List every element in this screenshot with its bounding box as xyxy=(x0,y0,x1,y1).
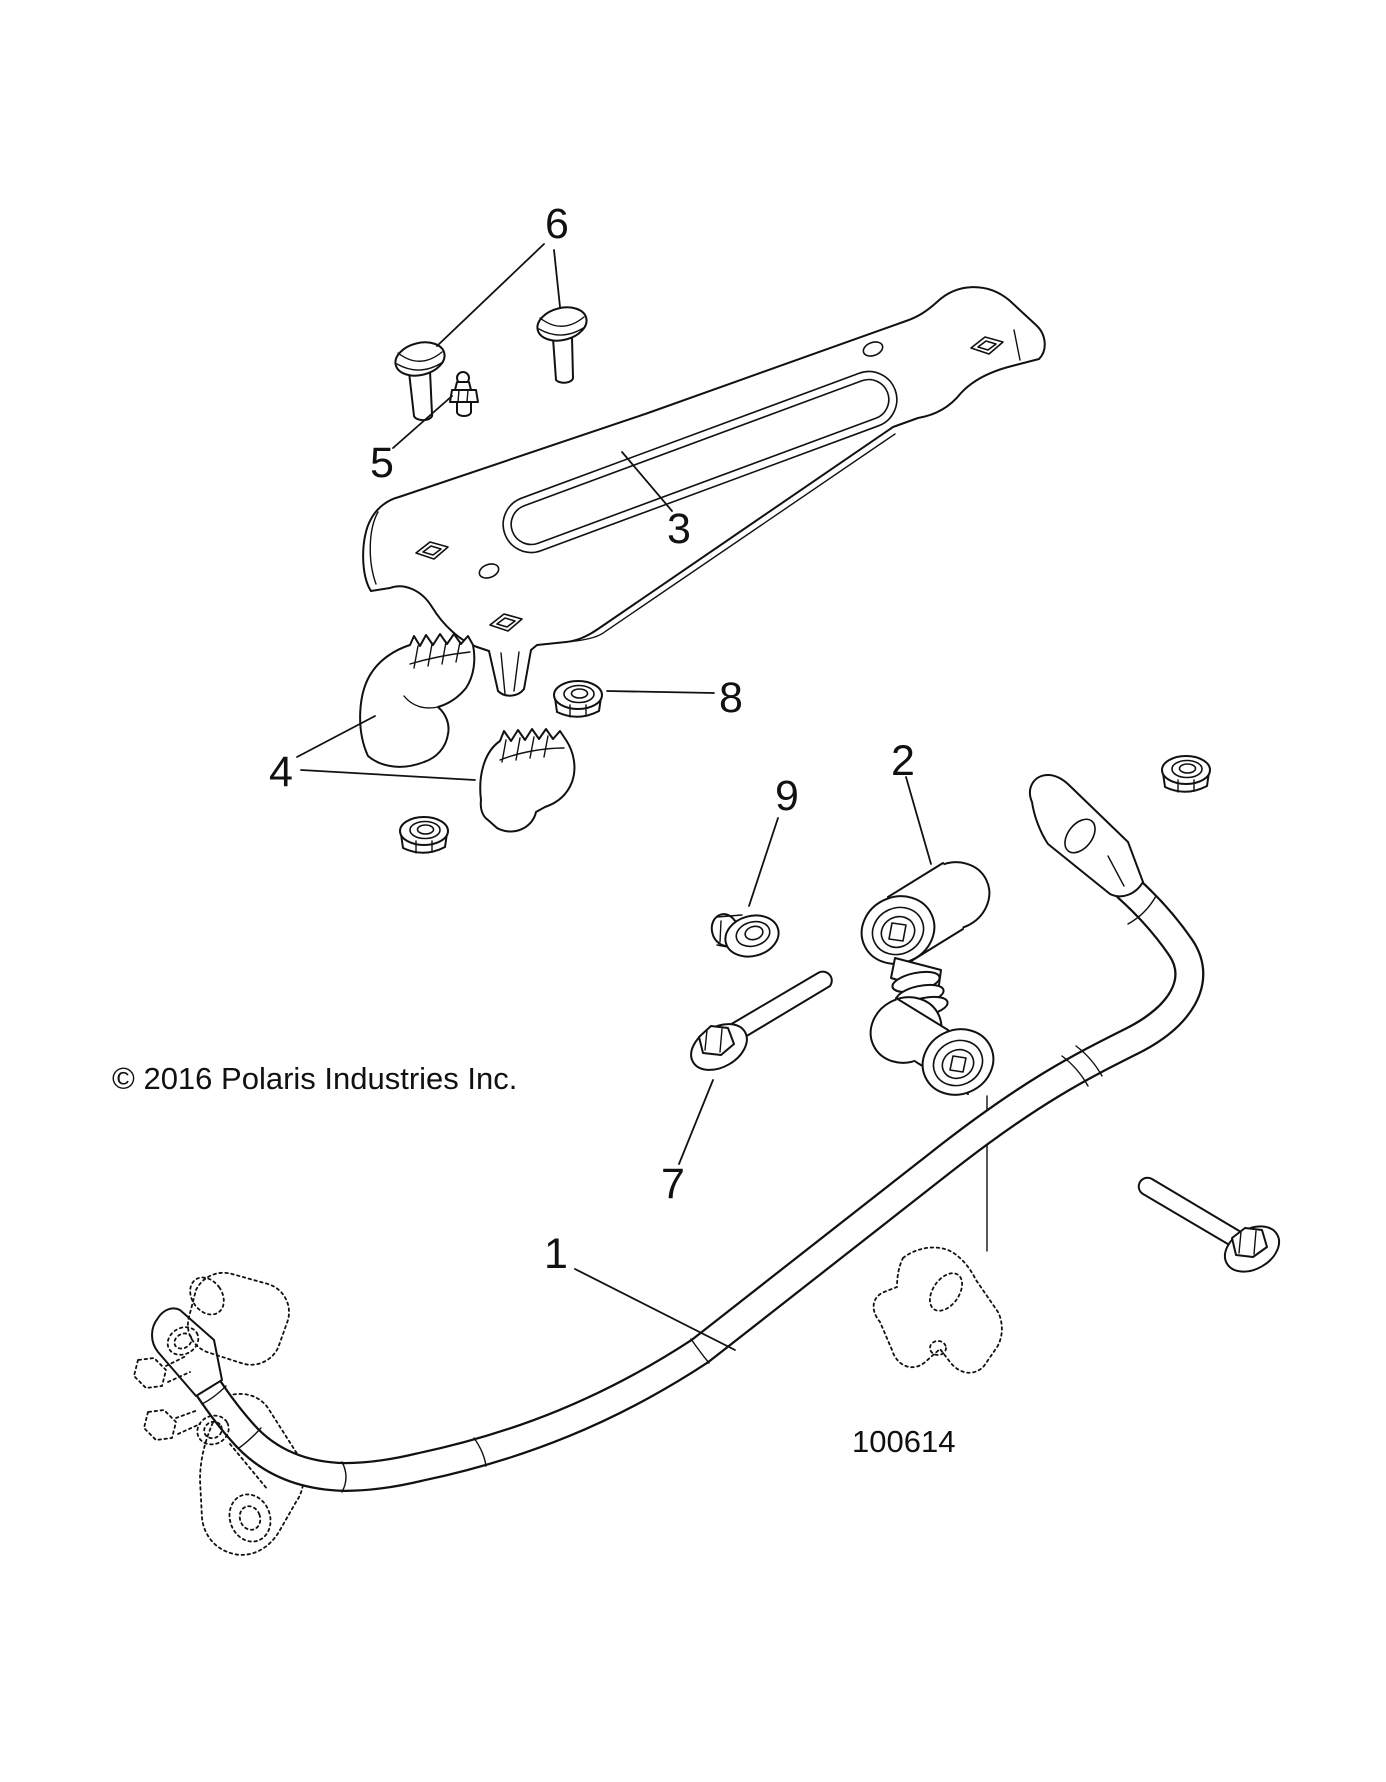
flange-nut-right xyxy=(1162,756,1210,792)
bushing-clamp-upper xyxy=(360,634,474,767)
grease-fitting xyxy=(450,372,478,416)
callout-2: 2 xyxy=(891,737,915,785)
callout-9: 9 xyxy=(775,772,799,820)
stabilizer-link xyxy=(851,850,1005,1106)
stabilizer-bar xyxy=(152,775,1189,1492)
mounting-bracket-plate xyxy=(363,287,1045,696)
bushing-clamp-lower xyxy=(480,729,574,831)
callout-1: 1 xyxy=(544,1230,568,1278)
callout-4: 4 xyxy=(269,748,293,796)
carriage-bolt-right xyxy=(534,302,590,382)
callout-6: 6 xyxy=(545,200,569,248)
phantom-bracket-right xyxy=(874,1247,1002,1372)
callout-3: 3 xyxy=(667,505,691,553)
flange-bolt-center xyxy=(683,972,832,1080)
callout-5: 5 xyxy=(370,439,394,487)
figure-number: 100614 xyxy=(852,1424,956,1459)
callout-7: 7 xyxy=(661,1160,685,1208)
flange-bolt-right xyxy=(1139,1178,1287,1281)
flange-nut-lower xyxy=(400,817,448,853)
copyright-text: © 2016 Polaris Industries Inc. xyxy=(112,1061,518,1096)
flange-bushing xyxy=(708,910,783,963)
flange-nut-top xyxy=(554,681,602,717)
callout-8: 8 xyxy=(719,674,743,722)
